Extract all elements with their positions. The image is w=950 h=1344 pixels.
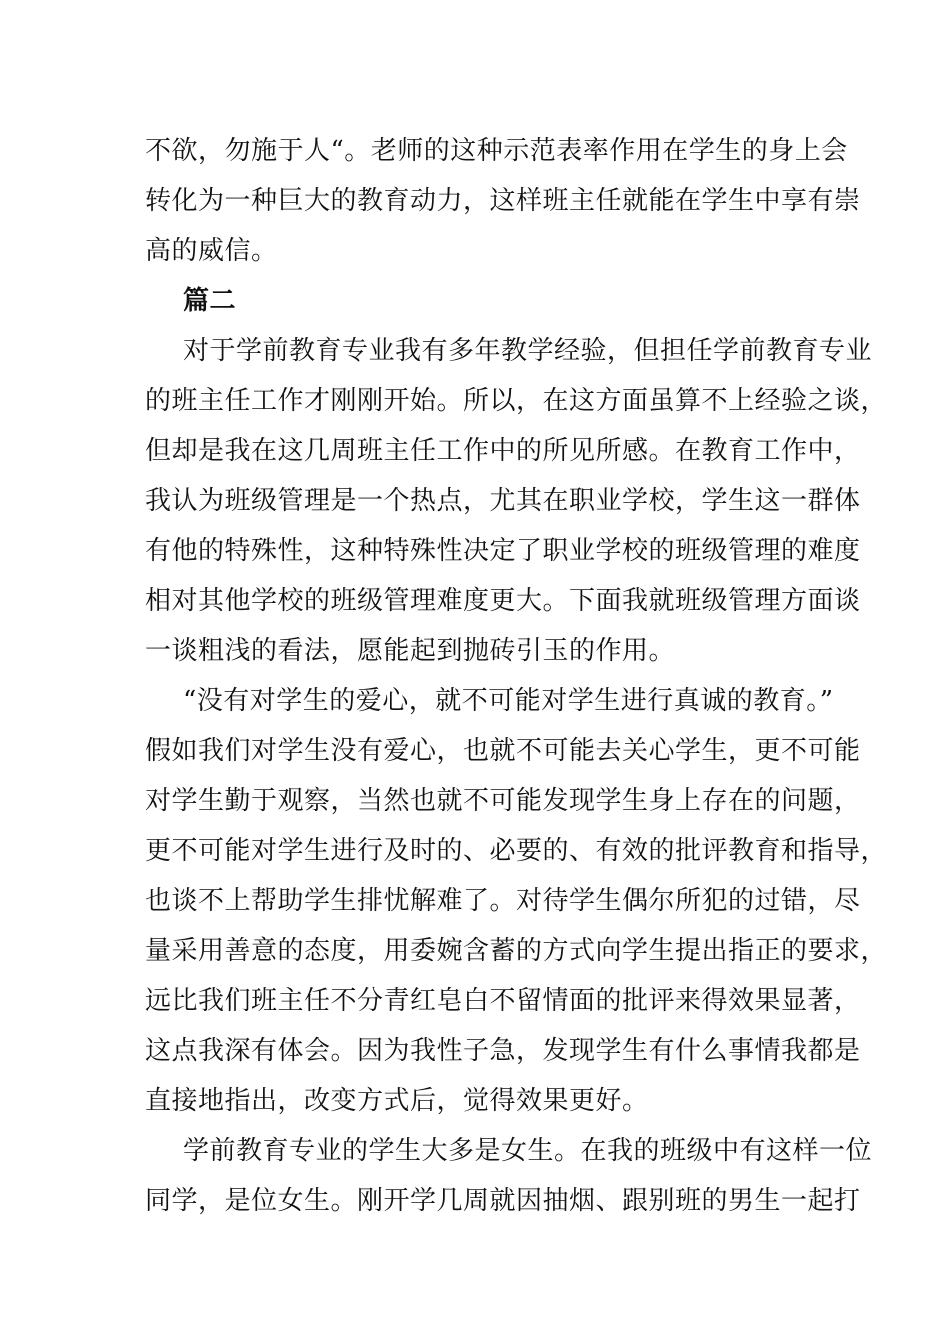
- text-line: 有他的特殊性，这种特殊性决定了职业学校的班级管理的难度: [145, 536, 861, 566]
- text-line: 不欲，勿施于人“。老师的这种示范表率作用在学生的身上会: [145, 136, 848, 166]
- text-line: 我认为班级管理是一个热点，尤其在职业学校，学生这一群体: [145, 486, 861, 516]
- text-line: 的班主任工作才刚刚开始。所以，在这方面虽算不上经验之谈，: [145, 386, 888, 416]
- text-line: 直接地指出，改变方式后，觉得效果更好。: [145, 1086, 649, 1116]
- text-line: 也谈不上帮助学生排忧解难了。对待学生偶尔所犯的过错，尽: [145, 886, 861, 916]
- text-line: 相对其他学校的班级管理难度更大。下面我就班级管理方面谈: [145, 586, 861, 616]
- text-line: 这点我深有体会。因为我性子急，发现学生有什么事情我都是: [145, 1036, 861, 1066]
- text-line: “没有对学生的爱心，就不可能对学生进行真诚的教育。”: [183, 686, 834, 716]
- text-line: 一谈粗浅的看法，愿能起到抛砖引玉的作用。: [145, 636, 676, 666]
- section-heading: 篇二: [183, 286, 237, 316]
- text-line: 对于学前教育专业我有多年教学经验，但担任学前教育专业: [183, 336, 873, 366]
- text-line: 学前教育专业的学生大多是女生。在我的班级中有这样一位: [183, 1136, 873, 1166]
- text-line: 但却是我在这几周班主任工作中的所见所感。在教育工作中，: [145, 436, 861, 466]
- text-line: 假如我们对学生没有爱心，也就不可能去关心学生，更不可能: [145, 736, 861, 766]
- text-line: 同学，是位女生。刚开学几周就因抽烟、跟别班的男生一起打: [145, 1186, 861, 1216]
- text-line: 量采用善意的态度，用委婉含蓄的方式向学生提出指正的要求，: [145, 936, 888, 966]
- text-line: 更不可能对学生进行及时的、必要的、有效的批评教育和指导，: [145, 836, 888, 866]
- text-line: 远比我们班主任不分青红皂白不留情面的批评来得效果显著，: [145, 986, 861, 1016]
- text-line: 高的威信。: [145, 236, 278, 266]
- text-line: 对学生勤于观察，当然也就不可能发现学生身上存在的问题，: [145, 786, 861, 816]
- text-line: 转化为一种巨大的教育动力，这样班主任就能在学生中享有崇: [145, 186, 861, 216]
